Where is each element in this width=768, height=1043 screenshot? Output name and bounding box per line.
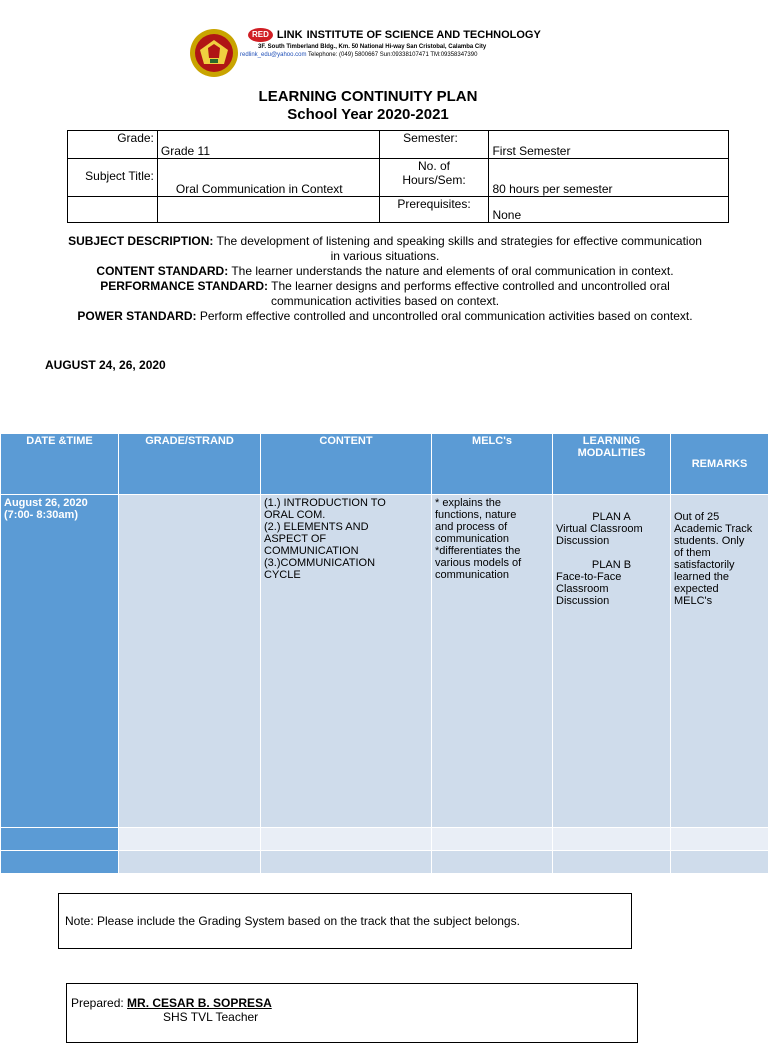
remarks-line: expected [674, 583, 765, 595]
empty-cell [432, 851, 553, 874]
remarks-line: Academic Track [674, 523, 765, 535]
preparer-role: SHS TVL Teacher [163, 1010, 637, 1024]
content-cell [261, 495, 432, 828]
table-row [1, 851, 768, 874]
header-melcs: MELC's [432, 434, 553, 495]
prepared-label: Prepared: [71, 996, 124, 1010]
power-standard [40, 309, 730, 324]
empty-cell [261, 851, 432, 874]
subject-title-value: Oral Communication in Context [157, 159, 379, 197]
empty-cell [671, 828, 768, 851]
grading-note-text: Note: Please include the Grading System based on the track that the subject belongs. [65, 914, 520, 928]
content-standard-text: The learner understands the nature and elements of oral communication in context. [231, 264, 673, 278]
header-content: CONTENT [261, 434, 432, 495]
grade-label: Grade: [68, 131, 158, 159]
remarks-line: satisfactorily [674, 559, 765, 571]
performance-standard-text: The learner designs and performs effective controlled and uncontrolled oral [271, 279, 670, 293]
empty-cell [553, 851, 671, 874]
melc-line: communication [435, 569, 549, 581]
grade-strand-cell [119, 495, 261, 828]
semester-value: First Semester [489, 131, 729, 159]
performance-standard-cont: communication activities based on context. [40, 294, 730, 309]
remarks-line: MELC's [674, 595, 765, 607]
hours-value: 80 hours per semester [489, 159, 729, 197]
hours-label-line-2: Hours/Sem: [383, 173, 486, 187]
institution-contact [240, 52, 568, 58]
plan-b-title: PLAN B [556, 559, 667, 571]
semester-label: Semester: [379, 131, 489, 159]
prerequisites-value: None [489, 197, 729, 223]
melc-line: *differentiates the [435, 545, 549, 557]
date-heading: AUGUST 24, 26, 2020 [45, 358, 166, 372]
melc-line: communication [435, 533, 549, 545]
preparer-name: MR. CESAR B. SOPRESA [127, 996, 272, 1010]
grade-value: Grade 11 [157, 131, 379, 159]
empty-cell [1, 828, 119, 851]
empty-cell [119, 828, 261, 851]
header-remarks: REMARKS [671, 434, 768, 495]
empty-cell [1, 851, 119, 874]
subject-description-label: SUBJECT DESCRIPTION: [68, 234, 213, 248]
melc-line: various models of [435, 557, 549, 569]
melc-line: * explains the [435, 497, 549, 509]
content-line: (1.) INTRODUCTION TO [264, 497, 428, 509]
content-standard [40, 264, 730, 279]
remarks-line: Out of 25 [674, 511, 765, 523]
date-line: August 26, 2020 [4, 497, 115, 509]
time-line: (7:00- 8:30am) [4, 509, 115, 521]
melc-line: and process of [435, 521, 549, 533]
learning-modalities-cell [553, 495, 671, 828]
content-line: ASPECT OF [264, 533, 428, 545]
standards-block [40, 234, 730, 324]
empty-cell [553, 828, 671, 851]
melc-line: functions, nature [435, 509, 549, 521]
subject-description-text: The development of listening and speaking skills and strategies for effective communication [217, 234, 702, 248]
school-logo [186, 28, 242, 78]
content-line: (2.) ELEMENTS AND [264, 521, 428, 533]
grading-note-box [58, 893, 632, 949]
title-line-2: School Year 2020-2021 [0, 106, 736, 124]
remarks-line: learned the [674, 571, 765, 583]
table-row [1, 495, 768, 828]
prerequisites-label: Prerequisites: [379, 197, 489, 223]
hours-label [379, 159, 489, 197]
performance-standard [40, 279, 730, 294]
subject-description-cont: in various situations. [40, 249, 730, 264]
empty-cell [671, 851, 768, 874]
content-line: ORAL COM. [264, 509, 428, 521]
brand-badge: RED [248, 28, 273, 42]
plan-b-line: Discussion [556, 595, 667, 607]
plan-a-line: Discussion [556, 535, 667, 547]
performance-standard-label: PERFORMANCE STANDARD: [100, 279, 268, 293]
content-standard-label: CONTENT STANDARD: [96, 264, 228, 278]
remarks-line: of them [674, 547, 765, 559]
plan-b-line: Face-to-Face [556, 571, 667, 583]
empty-cell [432, 828, 553, 851]
header-date-time: DATE &TIME [1, 434, 119, 495]
remarks-cell [671, 495, 768, 828]
hours-label-line-1: No. of [383, 159, 486, 173]
empty-cell [119, 851, 261, 874]
plan-b-line: Classroom [556, 583, 667, 595]
empty-cell [68, 197, 158, 223]
melc-cell [432, 495, 553, 828]
institution-name: INSTITUTE OF SCIENCE AND TECHNOLOGY [307, 29, 541, 41]
course-info-table [67, 130, 729, 223]
header-grade-strand: GRADE/STRAND [119, 434, 261, 495]
content-line: (3.)COMMUNICATION [264, 557, 428, 569]
prepared-by-box [66, 983, 638, 1043]
date-time-cell [1, 495, 119, 828]
empty-cell [261, 828, 432, 851]
table-row [1, 828, 768, 851]
title-line-1: LEARNING CONTINUITY PLAN [0, 88, 736, 106]
institution-email[interactable]: redlink_edu@yahoo.com [240, 52, 306, 58]
header-learning-modalities: LEARNING MODALITIES [553, 434, 671, 495]
institution-header [248, 28, 568, 58]
institution-phones: Telephone: (049) 5800667 Sun:09338107471 TM:09358347390 [308, 52, 477, 58]
plan-header-row [1, 434, 768, 495]
content-line: CYCLE [264, 569, 428, 581]
brand-link-word: LINK [277, 29, 303, 41]
institution-address: 3F. South Timberland Bldg., Km. 50 National Hi-way San Cristobal, Calamba City [258, 44, 568, 50]
power-standard-label: POWER STANDARD: [77, 309, 196, 323]
subject-description [40, 234, 730, 249]
plan-a-line: Virtual Classroom [556, 523, 667, 535]
power-standard-text: Perform effective controlled and uncontrolled oral communication activities based on context. [200, 309, 693, 323]
plan-a-title: PLAN A [556, 511, 667, 523]
learning-plan-table [0, 433, 768, 874]
remarks-line: students. Only [674, 535, 765, 547]
subject-title-label: Subject Title: [68, 159, 158, 197]
document-title [0, 88, 736, 124]
content-line: COMMUNICATION [264, 545, 428, 557]
empty-cell [157, 197, 379, 223]
